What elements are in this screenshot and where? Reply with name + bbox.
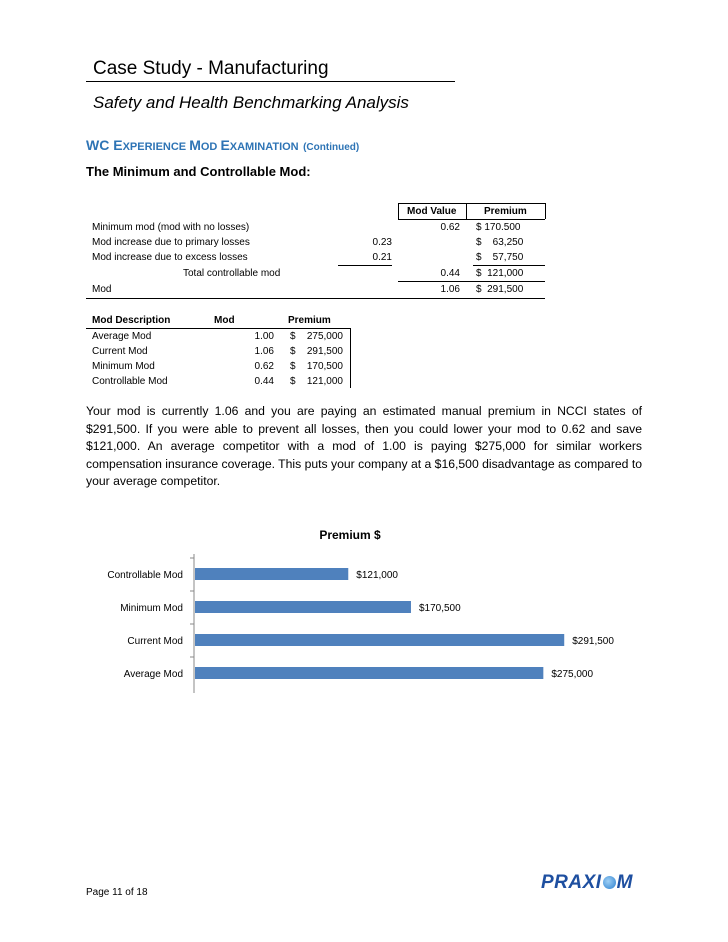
t1-row-premium: $ 57,750 bbox=[476, 252, 524, 263]
t1-row-premium: $ 121,000 bbox=[476, 268, 524, 279]
page-subtitle: Safety and Health Benchmarking Analysis bbox=[93, 93, 409, 112]
data-label: $291,500 bbox=[572, 636, 614, 647]
t2-row-mod: 1.00 bbox=[254, 331, 274, 342]
summary-text: Your mod is currently 1.06 and you are paying an estimated manual premium in NCCI states of $291,500. If you were able to prevent all losses, then you could lower your mod to 0.62 and save $121,000. An average competitor with a mod of 1.00 is paying $275,000 for similar workers compensation insurance coverage. This puts your company at a $16,500 disadvantage as compared to your average competitor. bbox=[86, 404, 643, 489]
bar bbox=[195, 667, 543, 679]
t1-row-premium: $ 291,500 bbox=[476, 284, 524, 295]
t2-row-desc: Minimum Mod bbox=[92, 361, 155, 372]
table1-header-right bbox=[545, 203, 546, 219]
section-subheading: The Minimum and Controllable Mod: bbox=[86, 164, 311, 179]
t1-amount-underline bbox=[338, 265, 392, 266]
t2-row-premium: 121,000 bbox=[306, 376, 343, 387]
t2-row-desc: Average Mod bbox=[92, 331, 152, 342]
data-label: $275,000 bbox=[551, 669, 594, 680]
t1-row-premium: $ 63,250 bbox=[476, 237, 524, 248]
col-mod: Mod bbox=[214, 315, 235, 326]
t2-right-border bbox=[350, 328, 351, 388]
t1-row-label: Mod increase due to excess losses bbox=[92, 252, 248, 263]
data-label: $121,000 bbox=[356, 570, 398, 581]
t1-row-mod: 1.06 bbox=[440, 284, 460, 295]
t2-row-premium: 275,000 bbox=[306, 331, 343, 342]
table1-header-divider bbox=[466, 203, 467, 219]
t1-row-mod: 0.62 bbox=[440, 222, 460, 233]
category-label: Current Mod bbox=[127, 636, 183, 647]
col-premium: Premium bbox=[484, 206, 527, 217]
category-label: Average Mod bbox=[123, 669, 183, 680]
data-label: $170,500 bbox=[418, 603, 461, 614]
t1-total-label: Total controllable mod bbox=[183, 268, 281, 279]
chart-title: Premium $ bbox=[319, 528, 381, 542]
t2-currency: $ bbox=[290, 376, 296, 387]
t1-row-mod: 0.44 bbox=[440, 268, 460, 279]
continued-label: (Continued) bbox=[303, 142, 360, 153]
t2-currency: $ bbox=[290, 361, 296, 372]
t1-row-label: Minimum mod (mod with no losses) bbox=[92, 222, 250, 233]
t2-row-premium: 170,500 bbox=[306, 361, 343, 372]
premium-bar-chart bbox=[0, 550, 728, 695]
page-number: Page 11 of 18 bbox=[86, 887, 148, 898]
col-mod-description: Mod Description bbox=[92, 315, 171, 326]
t2-row-mod: 1.06 bbox=[254, 346, 274, 357]
col-premium: Premium bbox=[288, 315, 331, 326]
t1-row-amount: 0.21 bbox=[372, 252, 392, 263]
t2-row-desc: Current Mod bbox=[92, 346, 148, 357]
t1-row-premium: $ 170.500 bbox=[476, 222, 521, 233]
globe-icon bbox=[603, 876, 616, 889]
category-label: Minimum Mod bbox=[120, 603, 183, 614]
t1-row-label: Mod increase due to primary losses bbox=[92, 237, 250, 248]
table1-header-left bbox=[398, 203, 399, 219]
page-title: Case Study - Manufacturing bbox=[93, 58, 329, 79]
bar bbox=[195, 568, 348, 580]
col-mod-value: Mod Value bbox=[407, 206, 457, 217]
t2-row-mod: 0.62 bbox=[254, 361, 274, 372]
title-underline bbox=[86, 81, 455, 82]
bar bbox=[195, 634, 564, 646]
t1-row-label: Mod bbox=[92, 284, 112, 295]
t2-row-premium: 291,500 bbox=[306, 346, 343, 357]
section-heading: WC EXPERIENCE MOD EXAMINATION (Continued) bbox=[86, 137, 360, 153]
t2-currency: $ bbox=[290, 331, 296, 342]
t2-row-mod: 0.44 bbox=[254, 376, 274, 387]
t2-row-desc: Controllable Mod bbox=[92, 376, 168, 387]
category-label: Controllable Mod bbox=[107, 570, 183, 581]
t2-currency: $ bbox=[290, 346, 296, 357]
summary-paragraph bbox=[86, 403, 642, 491]
t1-bottom-rule bbox=[86, 298, 545, 299]
t1-row-amount: 0.23 bbox=[372, 237, 392, 248]
praxiom-logo: PRAXI M bbox=[541, 872, 633, 893]
bar bbox=[195, 601, 411, 613]
